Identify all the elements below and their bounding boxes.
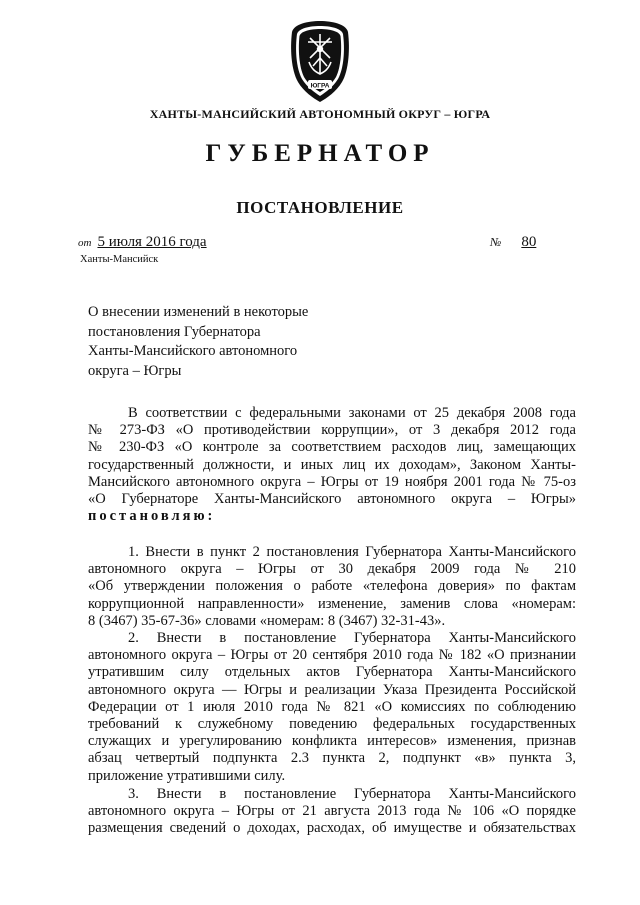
item-line: коррупционной направленности» изменение, заменив слова «номерам: (88, 595, 576, 612)
item-line: служащих и урегулированию конфликта интересов» изменения, признав (88, 733, 576, 750)
item-line: 2. Внести в постановление Губернатора Ханты-Мансийского (128, 630, 576, 646)
item-1 (88, 544, 576, 630)
item-line: 1. Внести в пункт 2 постановления Губернатора Ханты-Мансийского (128, 544, 576, 560)
subject-line: О внесении изменений в некоторые (88, 304, 309, 320)
decree-subject (88, 303, 308, 381)
date-prefix: от (78, 237, 92, 249)
decree-number (490, 234, 552, 251)
item-line: автономного округа — Югры и реализации Указа Президента Российской (88, 681, 576, 698)
subject-line: округа – Югры (88, 362, 182, 379)
item-line: 8 (3467) 35-67-36» словами «номерам: 8 (3467) 32-31-43». (88, 612, 446, 629)
preamble-line: № 273-ФЗ «О противодействии коррупции», от 3 декабря 2012 года (88, 422, 576, 439)
preamble-line: Мансийского автономного округа – Югры от 19 ноября 2001 года № 75-оз (88, 473, 576, 490)
city: Ханты-Мансийск (80, 254, 159, 265)
item-line: требований к служебному поведению федеральных государственных (88, 716, 576, 733)
subject-line: Ханты-Мансийского автономного (88, 343, 298, 359)
subject-line: постановления Губернатора (88, 323, 261, 340)
resolve-word: постановляю: (88, 508, 216, 525)
item-2 (88, 630, 576, 785)
region-name: ХАНТЫ-МАНСИЙСКИЙ АВТОНОМНЫЙ ОКРУГ – ЮГРА (149, 107, 491, 121)
item-line: приложение утратившими силу. (88, 767, 286, 784)
decree-date (78, 234, 209, 251)
date-value: 5 июля 2016 года (97, 234, 207, 250)
preamble-line: № 230-ФЗ «О контроле за соответствием расходов лиц, замещающих (88, 439, 576, 456)
emblem-text: ЮГРА (310, 82, 330, 90)
authority-title: ГУБЕРНАТОР (205, 140, 435, 167)
preamble-line: «О Губернаторе Ханты-Мансийского автономного округа – Югры» (88, 491, 576, 508)
item-line: 3. Внести в постановление Губернатора Ханты-Мансийского (128, 786, 576, 802)
item-line: автономного округа – Югры от 20 сентября 2010 года № 182 «О признании (88, 647, 576, 664)
preamble-line: государственный должности, и иных лиц их доходам», Законом Ханты- (88, 456, 576, 473)
item-line: «Об утверждении положения о работе «телефона доверия» по фактам (88, 578, 576, 595)
preamble-line: В соответствии с федеральными законами от 25 декабря 2008 года (128, 405, 576, 421)
item-line: абзац четвертый подпункта 2.3 пункта 2, подпункт «в» пункта 3, (88, 750, 576, 767)
item-line: утратившим силу отдельных актов Губернатора Ханты-Мансийского (88, 664, 576, 681)
item-3 (88, 786, 576, 838)
item-line: Федерации от 1 июля 2010 года № 821 «О комиссиях по соблюдению (88, 698, 576, 715)
number-value: 80 (521, 234, 537, 250)
document-type: ПОСТАНОВЛЕНИЕ (236, 198, 404, 217)
item-line: автономного округа – Югры от 21 августа 2013 года № 106 «О порядке (88, 803, 576, 820)
number-prefix: № (490, 235, 502, 249)
item-line: размещения сведений о доходах, расходах, об имуществе и обязательствах (88, 820, 576, 837)
preamble (88, 405, 576, 525)
coat-of-arms-icon (286, 18, 354, 104)
item-line: автономного округа – Югры от 30 декабря 2009 года № 210 (88, 561, 576, 578)
